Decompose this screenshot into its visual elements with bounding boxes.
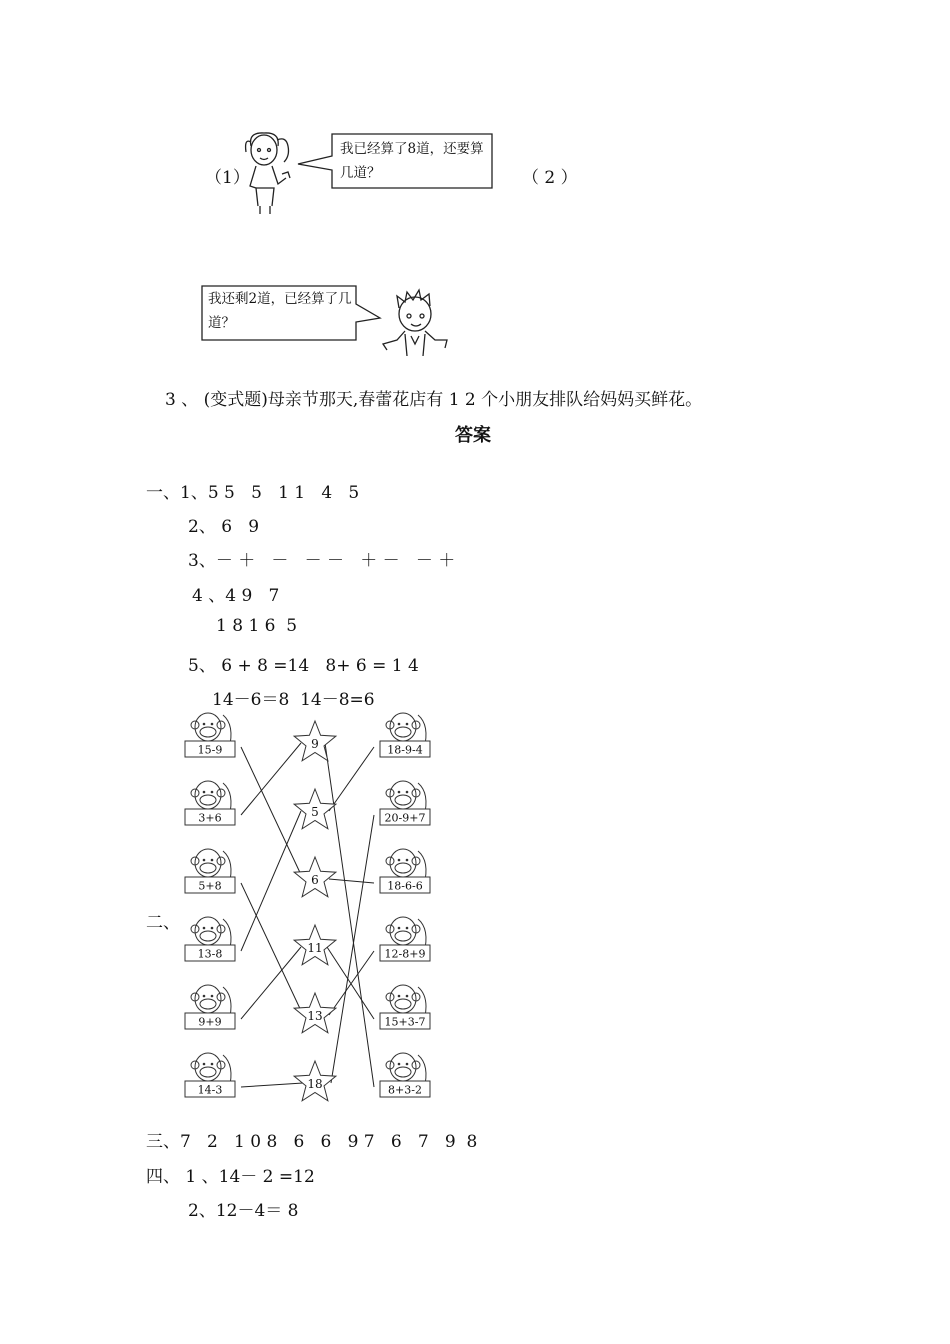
speech-bubble-1-text: 我已经算了8道，还要算几道？ xyxy=(340,141,484,181)
answer-s1-line6: 5、 6 + 8 =14 8+ 6 = 1 4 xyxy=(188,656,419,676)
girl-illustration xyxy=(236,128,296,216)
star-6-label: 18 xyxy=(307,1077,323,1091)
answer-s3: 三、7 2 1 0 8 6 6 9 7 6 7 9 8 xyxy=(146,1132,478,1152)
monkey-left-2-label: 3+6 xyxy=(198,811,222,825)
speech-bubble-2-text: 我还剩2道，已经算了几道？ xyxy=(208,291,352,331)
match-line xyxy=(329,747,374,811)
monkey-left-3-label: 5+8 xyxy=(198,879,222,893)
answer-s2-label: 二、 xyxy=(146,913,180,933)
monkey-right-5 xyxy=(380,985,430,1029)
question-3-text: 3 、 (变式题)母亲节那天,春蕾花店有 1 2 个小朋友排队给妈妈买鲜花。 xyxy=(165,390,703,410)
monkey-right-1-label: 18-9-4 xyxy=(387,743,423,757)
answer-s4-line1: 四、 1 、14－ 2 =12 xyxy=(146,1167,315,1187)
star-6 xyxy=(294,1061,336,1101)
question-1-label: （1） xyxy=(205,168,250,188)
monkey-right-1 xyxy=(380,713,430,757)
match-line xyxy=(241,743,301,815)
monkey-left-3 xyxy=(185,849,235,893)
monkey-left-6 xyxy=(185,1053,235,1097)
answer-s1-line5: 1 8 1 6 5 xyxy=(216,616,298,636)
answer-s1-line3: 3、－ ＋ － － － ＋ － － ＋ xyxy=(188,551,456,571)
boy-illustration xyxy=(375,288,455,360)
answer-s1-line1: 一、1、5 5 5 1 1 4 5 xyxy=(146,483,360,503)
question-2-label: （ 2 ） xyxy=(522,168,578,188)
answer-title: 答案 xyxy=(455,425,491,446)
monkey-right-3 xyxy=(380,849,430,893)
match-line xyxy=(241,811,301,951)
star-2 xyxy=(294,789,336,829)
star-3-label: 6 xyxy=(311,873,319,887)
monkey-left-4 xyxy=(185,917,235,961)
answer-s1-line2: 2、 6 9 xyxy=(188,517,260,537)
monkey-right-4 xyxy=(380,917,430,961)
monkey-left-1-label: 15-9 xyxy=(197,743,223,757)
star-1-label: 9 xyxy=(311,737,319,751)
monkey-right-2-label: 20-9+7 xyxy=(384,811,426,825)
star-5-label: 13 xyxy=(307,1009,323,1023)
answer-s1-line7: 14－6＝8 14－8=6 xyxy=(212,690,375,710)
matching-diagram xyxy=(175,705,445,1115)
star-1 xyxy=(294,721,336,761)
star-4-label: 11 xyxy=(307,941,323,955)
match-line xyxy=(329,879,374,883)
monkey-right-2 xyxy=(380,781,430,825)
match-line xyxy=(325,743,374,1087)
monkey-right-6 xyxy=(380,1053,430,1097)
answer-s1-line4: 4 、4 9 7 xyxy=(192,586,280,606)
monkey-right-5-label: 15+3-7 xyxy=(384,1015,426,1029)
match-line xyxy=(241,747,303,879)
star-4 xyxy=(294,925,336,965)
monkey-left-5-label: 9+9 xyxy=(198,1015,222,1029)
match-line xyxy=(241,1083,303,1087)
monkey-right-4-label: 12-8+9 xyxy=(384,947,426,961)
star-3 xyxy=(294,857,336,897)
star-5 xyxy=(294,993,336,1033)
monkey-left-1 xyxy=(185,713,235,757)
answer-s4-line2: 2、12－4＝ 8 xyxy=(188,1201,299,1221)
monkey-right-3-label: 18-6-6 xyxy=(387,879,423,893)
star-2-label: 5 xyxy=(311,805,319,819)
match-line xyxy=(241,947,301,1019)
monkey-left-6-label: 14-3 xyxy=(197,1083,223,1097)
monkey-right-6-label: 8+3-2 xyxy=(388,1083,422,1097)
monkey-left-2 xyxy=(185,781,235,825)
match-line xyxy=(241,883,303,1015)
monkey-left-4-label: 13-8 xyxy=(197,947,223,961)
monkey-left-5 xyxy=(185,985,235,1029)
